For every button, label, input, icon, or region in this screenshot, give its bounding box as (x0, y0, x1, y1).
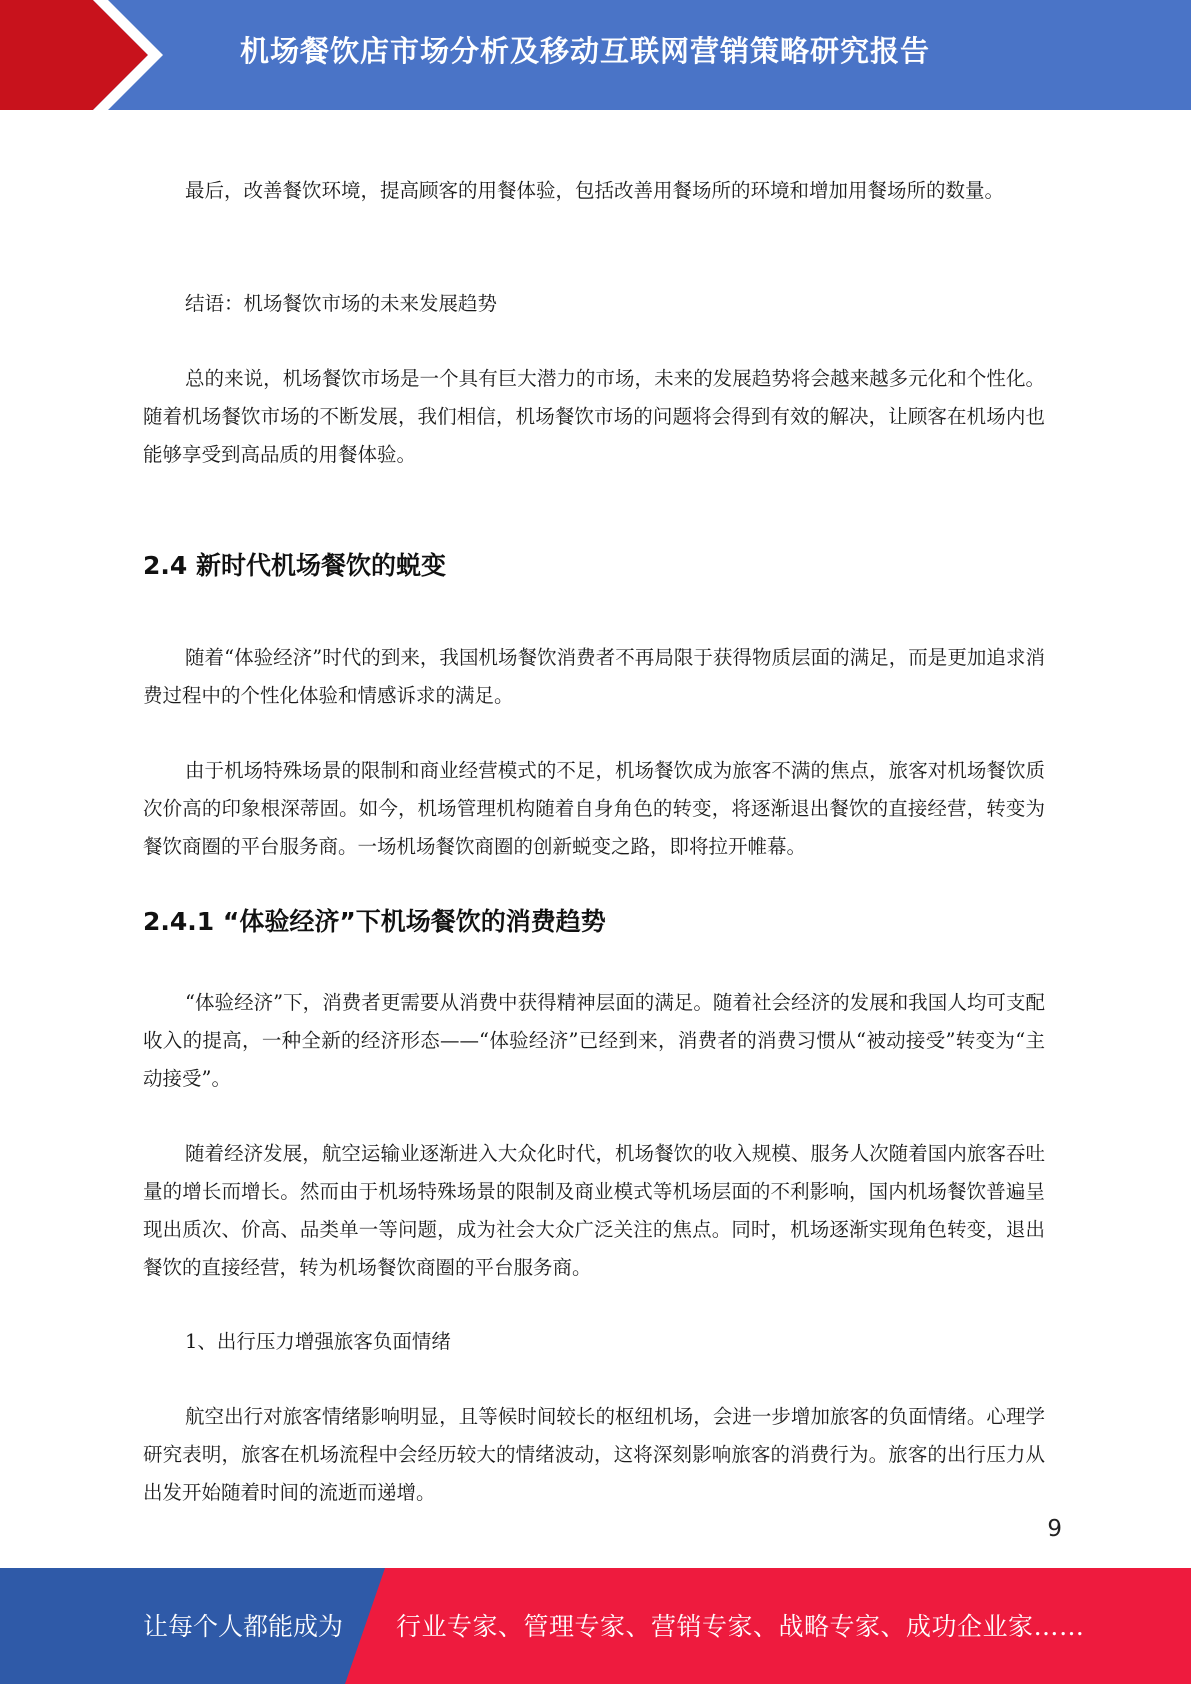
footer-slogan-left: 让每个人都能成为 (143, 1612, 344, 1641)
header-title: 机场餐饮店市场分析及移动互联网营销策略研究报告 (240, 34, 931, 68)
page-header (0, 0, 1191, 110)
list-heading: 1、出行压力增强旅客负面情绪 (185, 1330, 451, 1353)
footer-slogan-right: 行业专家、管理专家、营销专家、战略专家、成功企业家…… (396, 1612, 1085, 1641)
paragraph: “体验经济”下，消费者更需要从消费中获得精神层面的满足。随着社会经济的发展和我国人均可支配收入的提高，一种全新的经济形态——“体验经济”已经到来，消费者的消费习惯从“被动接受”转变为“主动接受”。 (143, 991, 1045, 1090)
paragraph: 随着经济发展，航空运输业逐渐进入大众化时代，机场餐饮的收入规模、服务人次随着国内旅客吞吐量的增长而增长。然而由于机场特殊场景的限制及商业模式等机场层面的不利影响，国内机场餐饮普遍呈现出质次、价高、品类单一等问题，成为社会大众广泛关注的焦点。同时，机场逐渐实现角色转变，退出餐饮的直接经营，转为机场餐饮商圈的平台服务商。 (143, 1142, 1045, 1279)
paragraph: 总的来说，机场餐饮市场是一个具有巨大潜力的市场，未来的发展趋势将会越来越多元化和个性化。随着机场餐饮市场的不断发展，我们相信，机场餐饮市场的问题将会得到有效的解决，让顾客在机场内也能够享受到高品质的用餐体验。 (143, 367, 1045, 466)
page-footer (0, 1568, 1191, 1684)
section-heading-2-4-1: 2.4.1 “体验经济”下机场餐饮的消费趋势 (143, 907, 606, 936)
paragraph: 由于机场特殊场景的限制和商业经营模式的不足，机场餐饮成为旅客不满的焦点，旅客对机场餐饮质次价高的印象根深蒂固。如今，机场管理机构随着自身角色的转变，将逐渐退出餐饮的直接经营，转变为餐饮商圈的平台服务商。一场机场餐饮商圈的创新蜕变之路，即将拉开帷幕。 (143, 759, 1045, 858)
section-heading-2-4: 2.4 新时代机场餐饮的蜕变 (143, 551, 446, 580)
page-number: 9 (1047, 1516, 1062, 1542)
paragraph: 结语：机场餐饮市场的未来发展趋势 (185, 292, 498, 315)
paragraph: 随着“体验经济”时代的到来，我国机场餐饮消费者不再局限于获得物质层面的满足，而是更加追求消费过程中的个性化体验和情感诉求的满足。 (143, 646, 1045, 707)
paragraph: 最后，改善餐饮环境，提高顾客的用餐体验，包括改善用餐场所的环境和增加用餐场所的数量。 (185, 179, 1005, 202)
paragraph: 航空出行对旅客情绪影响明显，且等候时间较长的枢纽机场，会进一步增加旅客的负面情绪。心理学研究表明，旅客在机场流程中会经历较大的情绪波动，这将深刻影响旅客的消费行为。旅客的出行压力从出发开始随着时间的流逝而递增。 (143, 1405, 1045, 1504)
